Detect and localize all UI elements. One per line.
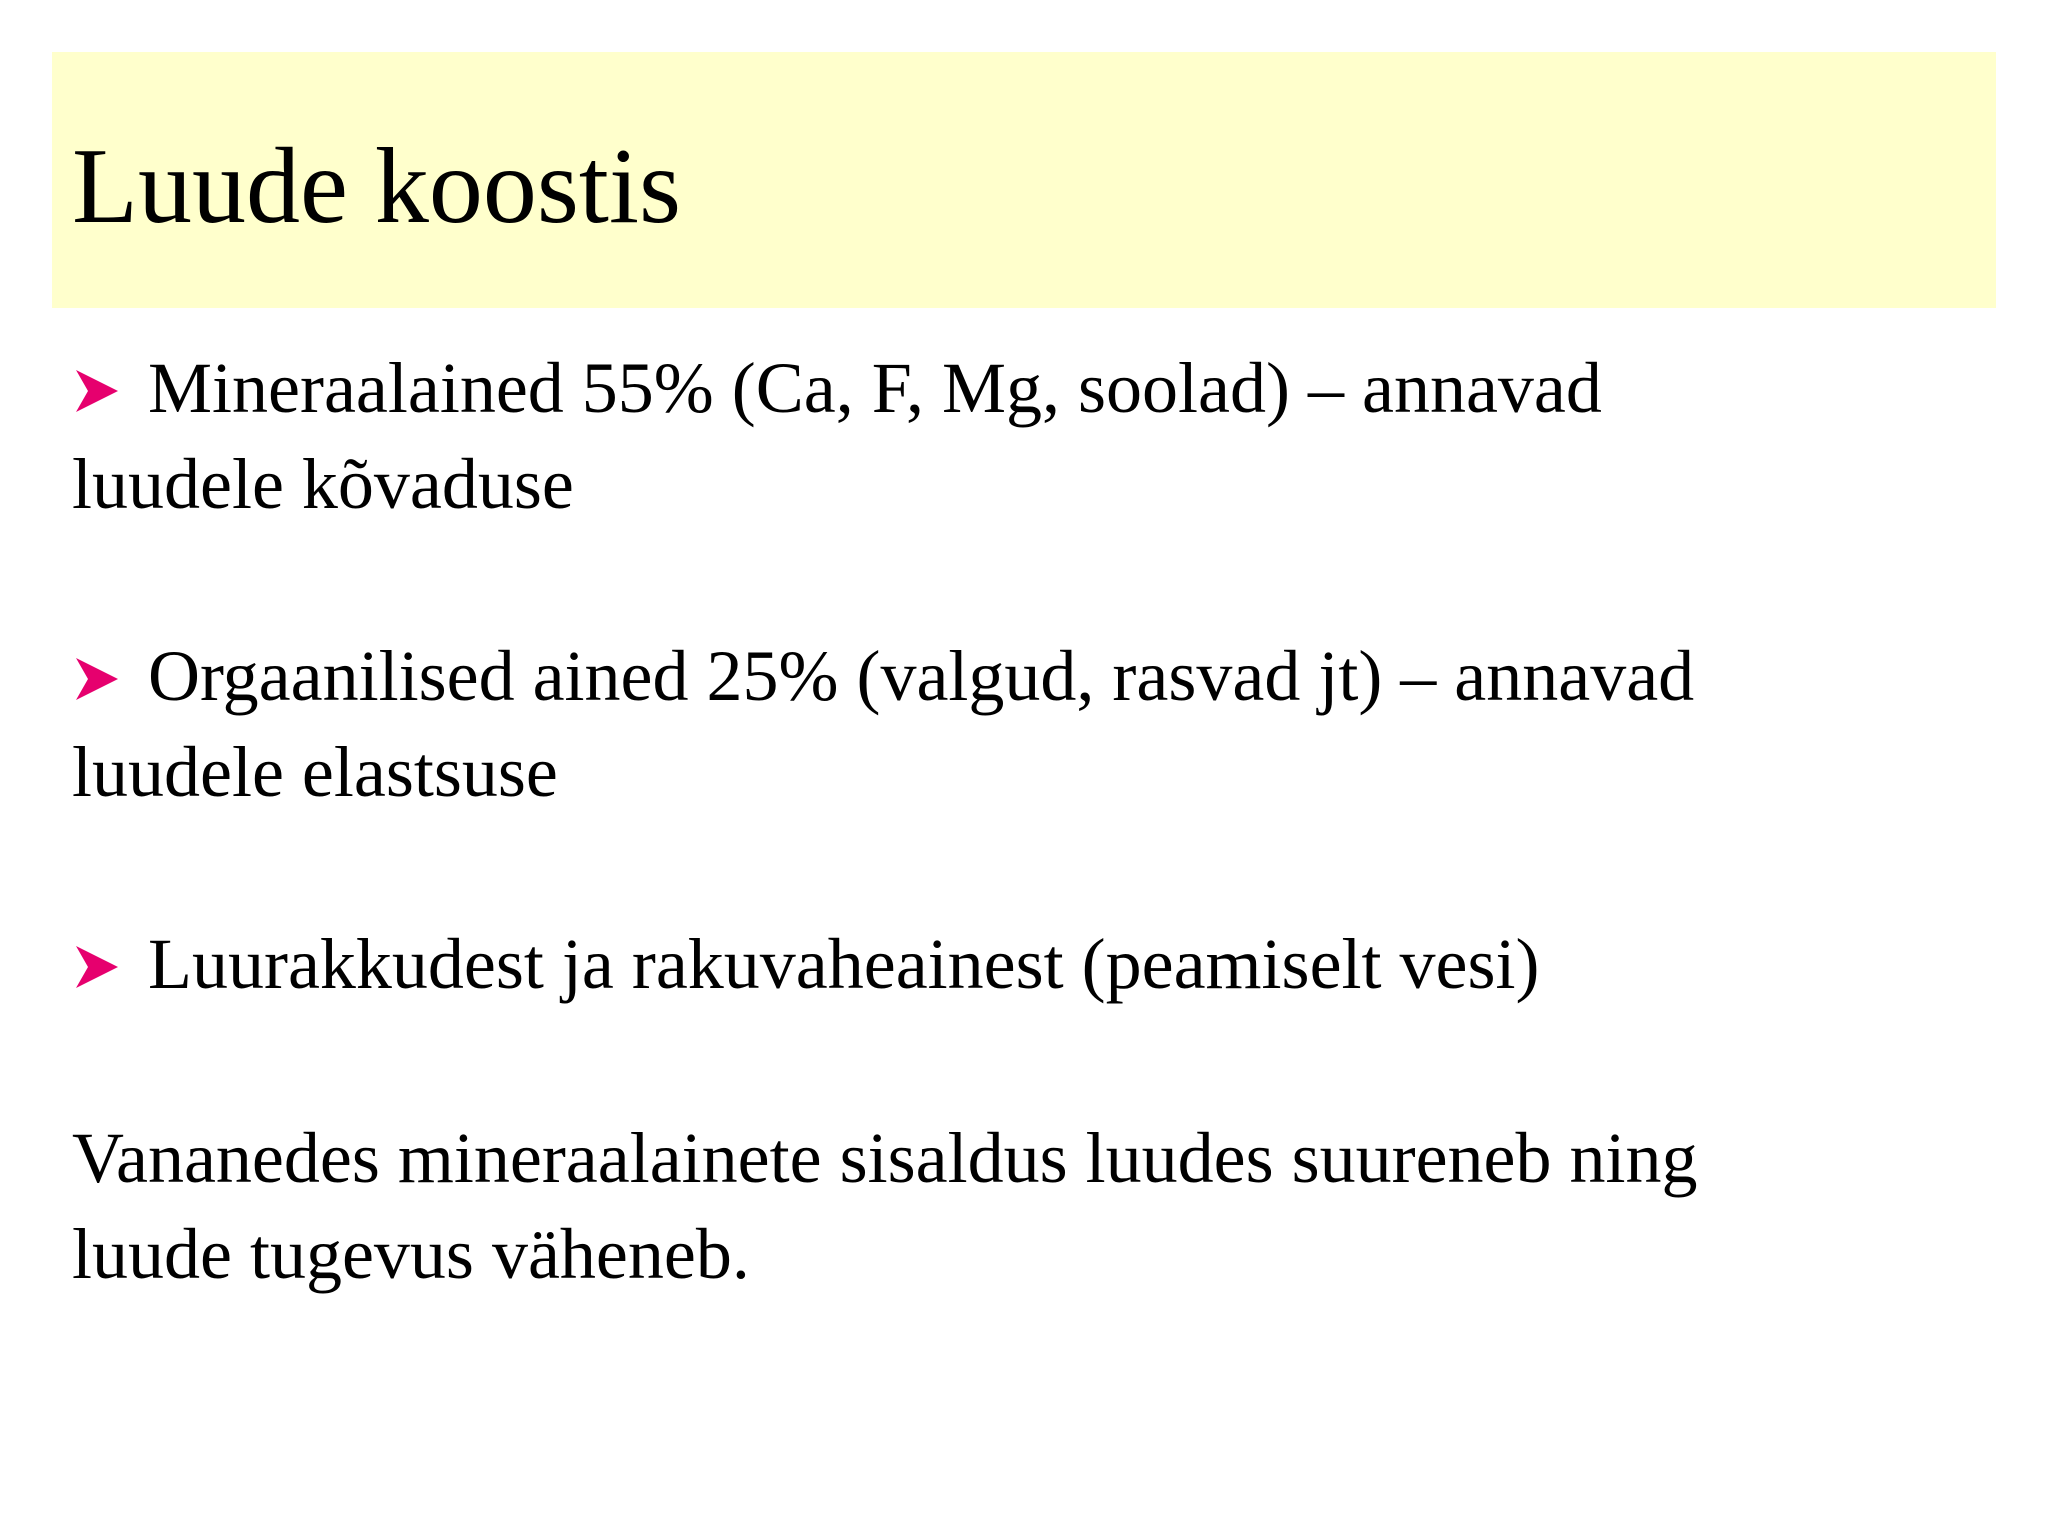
bullet-text: Orgaanilised ained 25% (valgud, rasvad jt) – annavad	[148, 636, 1695, 716]
bullet-text-continuation: luudele elastsuse	[72, 732, 558, 812]
bullet-line	[72, 916, 1539, 1012]
bullet-text: Luurakkudest ja rakuvaheainest (peamiselt vesi)	[148, 924, 1540, 1004]
bullet-item-luurakkudest	[72, 916, 1539, 1012]
bullet-item-mineraalained	[72, 340, 1602, 532]
arrow-bullet-icon	[72, 366, 122, 416]
arrow-bullet-icon	[72, 654, 122, 704]
note-line: luude tugevus väheneb.	[72, 1214, 750, 1294]
slide-title: Luude koostis	[72, 127, 681, 246]
bullet-line	[72, 628, 1694, 724]
bullet-text-continuation: luudele kõvaduse	[72, 444, 574, 524]
note-line: Vananedes mineraalainete sisaldus luudes suureneb ning	[72, 1118, 1698, 1198]
bullet-line	[72, 340, 1602, 436]
bullet-item-orgaanilised	[72, 628, 1694, 820]
arrow-bullet-icon	[72, 942, 122, 992]
aging-note	[72, 1110, 1698, 1302]
bullet-text: Mineraalained 55% (Ca, F, Mg, soolad) – annavad	[148, 348, 1602, 428]
